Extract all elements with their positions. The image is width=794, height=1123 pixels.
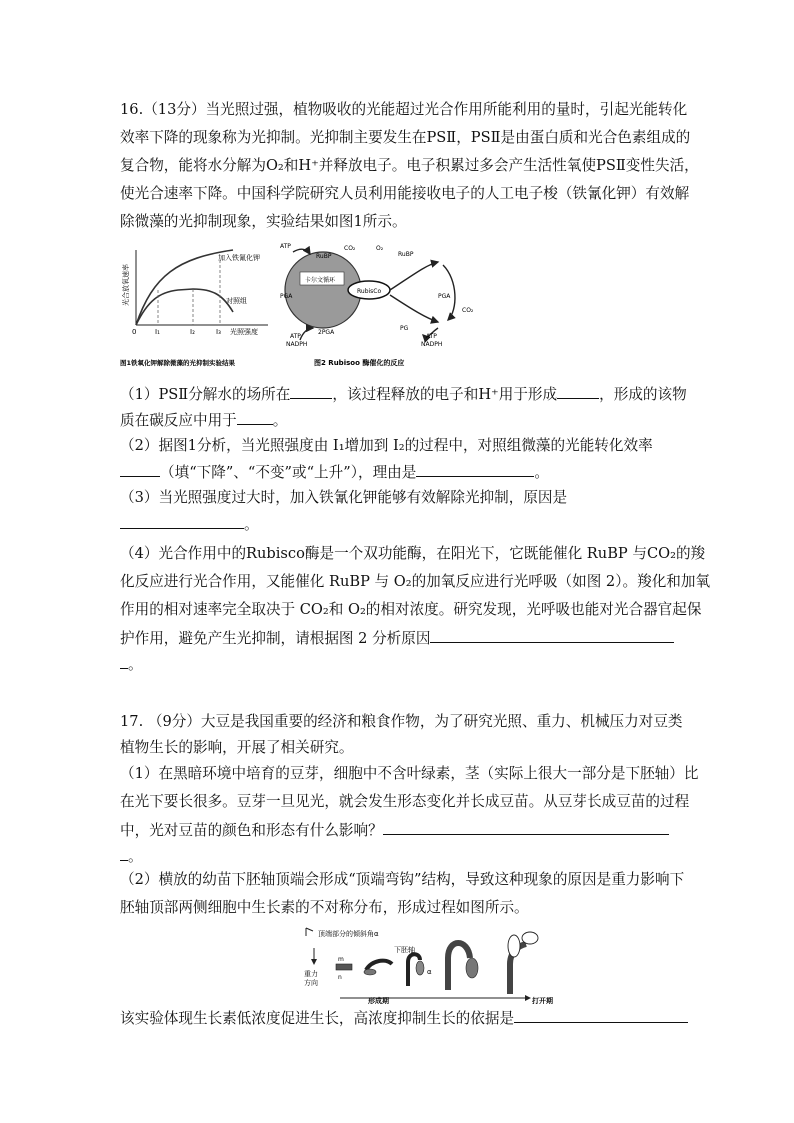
q16-sub1-text-c: ，形成的该物 [599, 386, 687, 403]
q17-sub2-text-last: 该实验体现生长素低浓度促进生长，高浓度抑制生长的依据是 [120, 1010, 515, 1027]
fig2-rubp-right: RuBP [398, 251, 414, 258]
fig2-co2-right: CO₂ [462, 307, 474, 314]
q16-sub2-line-1: （2）据图1分析，当光照强度由 I₁增加到 I₂的过程中，对照组微藻的光能转化效率 [120, 437, 653, 454]
fig1-caption: 图1铁氧化钾解除微藻的光抑制实验结果 [120, 359, 236, 367]
q16-intro-line-1: 16.（13分）当光照过强，植物吸收的光能超过光合作用所能利用的量时，引起光能转化 [120, 101, 688, 118]
q16-sub2-text-c: 。 [534, 464, 549, 481]
q16-sub1-blank-3[interactable] [237, 410, 273, 425]
q16-sub4-line-5 [120, 654, 143, 675]
fig2-pga-left: PGA [280, 293, 293, 300]
q17-sub1-blank-cont[interactable] [120, 846, 128, 861]
q17-sub1-blank[interactable] [383, 820, 669, 835]
q16-sub2-text-b: （填“下降”、“不变”或“上升”），理由是 [160, 464, 417, 481]
fig1-tick-2: I₂ [190, 328, 195, 336]
q16-sub1-text-b: ，该过程释放的电子和H⁺用于形成 [332, 386, 558, 403]
fig2-calvin: 卡尔文循环 [305, 277, 336, 284]
fig1-curve2-label: 对照组 [226, 297, 247, 305]
fig3-alpha: α [427, 968, 432, 976]
q16-sub4-line-2: 化反应进行光合作用，又能催化 RuBP 与 O₂的加氧反应进行光呼吸（如图 2）。羧化和加氧 [120, 573, 711, 590]
fig2-o2-top: O₂ [376, 245, 384, 252]
q17-sub2-line-1: （2）横放的幼苗下胚轴顶端会形成“顶端弯钩”结构，导致这种现象的原因是重力影响下 [120, 871, 685, 888]
fig2-rubp-left: RuBP [316, 253, 332, 260]
q16-sub2-blank-2[interactable] [416, 462, 534, 477]
fig2-nadph-bottom-right: NADPH [421, 341, 443, 348]
fig2-pg: PG [400, 325, 409, 332]
q16-sub2-blank-1[interactable] [120, 462, 160, 477]
fig1-x-axis-label: 光照强度 [230, 328, 258, 336]
q16-sub4-end: 。 [128, 656, 143, 673]
fig3-hypocotyl: 下胚轴 [394, 946, 415, 954]
fig1-curve1-label: 加入铁氰化钾 [218, 254, 260, 262]
q16-intro-line-2: 效率下降的现象称为光抑制。光抑制主要发生在PSⅡ，PSⅡ是由蛋白质和光合色素组成的 [120, 129, 691, 146]
q16-sub1-line-1 [120, 384, 687, 405]
fig1-origin: 0 [132, 328, 137, 336]
q16-sub4-blank-cont[interactable] [120, 654, 128, 669]
q16-sub3-blank[interactable] [120, 514, 244, 529]
fig3-opening: 打开期 [532, 997, 553, 1004]
q16-sub4-blank[interactable] [430, 628, 674, 643]
fig1-tick-1: I₁ [155, 328, 160, 336]
q16-sub4-line-3: 作用的相对速率完全取决于 CO₂和 O₂的相对浓度。研究发现，光呼吸也能对光合器官起保 [120, 601, 702, 618]
q17-intro-line-2: 植物生长的影响，开展了相关研究。 [120, 739, 354, 756]
q16-sub4-line-1: （4）光合作用中的Rubisco酶是一个双功能酶，在阳光下，它既能催化 RuBP 与CO₂的羧 [120, 545, 706, 562]
q16-sub4-line-4 [120, 628, 674, 649]
fig2-2pga: 2PGA [318, 329, 335, 336]
fig3-gravity-2: 方向 [304, 979, 318, 987]
fig3-n: n [338, 974, 342, 981]
figure-1-light-inhibition-graph [118, 240, 278, 375]
q17-sub1-end: 。 [128, 848, 143, 865]
q16-sub1-text-e: 。 [272, 412, 288, 429]
fig2-caption: 图2 Rubisoo 酶催化的反应 [314, 359, 405, 367]
q16-sub2-line-2 [120, 462, 549, 483]
q17-sub2-blank[interactable] [514, 1008, 688, 1023]
q16-sub3-line-2 [120, 514, 259, 535]
figure-2-rubisco-reactions [278, 240, 478, 375]
q17-sub1-line-4 [120, 846, 143, 867]
q16-sub1-blank-1[interactable] [290, 384, 332, 399]
fig2-rubisco: RubisCo [357, 288, 382, 295]
fig2-atp-top: ATP [280, 243, 291, 250]
q16-sub3-line-1: （3）当光照强度过大时，加入铁氰化钾能够有效解除光抑制，原因是 [120, 489, 568, 506]
q16-intro-line-4: 使光合速率下降。中国科学院研究人员利用能接收电子的人工电子梭（铁氰化钾）有效解 [120, 185, 690, 202]
q17-sub1-line-1: （1）在黑暗环境中培育的豆芽，细胞中不含叶绿素，茎（实际上很大一部分是下胚轴）比 [120, 765, 699, 782]
fig2-atp-bottom-right: ATP [426, 333, 437, 340]
fig2-co2-top: CO₂ [344, 245, 356, 252]
fig3-gravity-1: 重力 [304, 970, 318, 978]
fig2-atp-bottom-left: ATP [290, 333, 301, 340]
q16-intro-line-3: 复合物，能将水分解为O₂和H⁺并释放电子。电子积累过多会产生活性氧使PSⅡ变性失活， [120, 157, 699, 174]
figure-3-apical-hook [300, 924, 560, 1004]
fig2-pga-right: PGA [438, 293, 451, 300]
q16-sub1-text-a: （1）PSⅡ分解水的场所在 [120, 386, 291, 403]
q16-sub4-text-last: 护作用，避免产生光抑制，请根据图 2 分析原因 [120, 630, 431, 647]
q16-sub1-blank-2[interactable] [557, 384, 599, 399]
fig1-y-axis-label: 光合放氧速率 [122, 264, 130, 306]
q16-sub1-line-2 [120, 410, 287, 431]
q17-sub2-line-3 [120, 1008, 688, 1029]
q16-intro-line-5: 除微藻的光抑制现象，实验结果如图1所示。 [120, 213, 407, 230]
q17-sub1-line-2: 在光下要长很多。豆芽一旦见光，就会发生形态变化并长成豆苗。从豆芽长成豆苗的过程 [120, 793, 690, 810]
q16-sub3-text-b: 。 [244, 516, 259, 533]
fig1-tick-3: I₃ [216, 328, 221, 336]
q17-intro-line-1: 17. （9分）大豆是我国重要的经济和粮食作物，为了研究光照、重力、机械压力对豆类 [120, 713, 683, 730]
fig3-tilt-label: 顶端部分的倾斜角α [318, 930, 379, 938]
q17-sub1-line-3 [120, 820, 669, 841]
fig3-forming: 形成期 [368, 997, 389, 1004]
fig3-m: m [338, 956, 344, 963]
q17-sub2-line-2: 胚轴顶部两侧细胞中生长素的不对称分布，形成过程如图所示。 [120, 899, 529, 916]
q16-sub1-text-d: 质在碳反应中用于 [120, 412, 237, 429]
fig2-nadph-bottom-left: NADPH [286, 341, 308, 348]
q17-sub1-text-last: 中，光对豆苗的颜色和形态有什么影响？ [120, 822, 383, 839]
